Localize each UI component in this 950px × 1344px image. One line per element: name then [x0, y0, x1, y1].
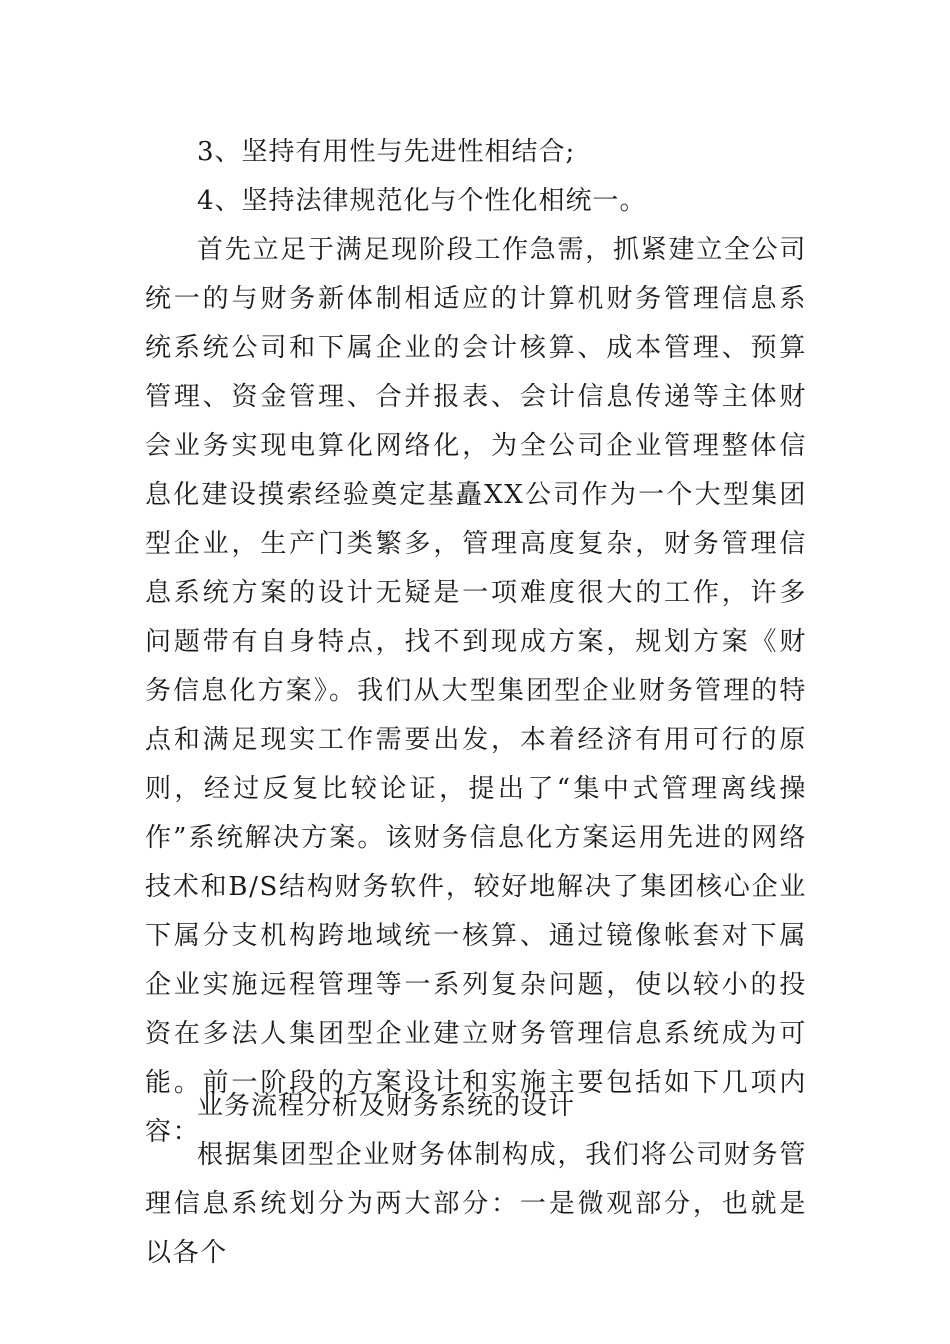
- body-text-lower: [145, 1082, 807, 1278]
- closing-paragraph: 根据集团型企业财务体制构成，我们将公司财务管理信息系统划分为两大部分：一是微观部分，也就是以各个: [145, 1140, 807, 1268]
- main-paragraph: 首先立足于满足现阶段工作急需，抓紧建立全公司统一的与财务新体制相适应的计算机财务管理信息系统系统公司和下属企业的会计核算、成本管理、预算管理、资金管理、合并报表、会计信息传递等主体财会业务实现电算化网络化，为全公司企业管理整体信息化建设摸索经验奠定基矗XX公司作为一个大型集团型企业，生产门类繁多，管理高度复杂，财务管理信息系统方案的设计无疑是一项难度很大的工作，许多问题带有自身特点，找不到现成方案，规划方案《财务信息化方案》。我们从大型集团型企业财务管理的特点和满足现实工作需要出发，本着经济有用可行的原则，经过反复比较论证，提出了“集中式管理离线操作”系统解决方案。该财务信息化方案运用先进的网络技术和B/S结构财务软件，较好地解决了集团核心企业下属分支机构跨地域统一核算、通过镜像帐套对下属企业实施远程管理等一系列复杂问题，使以较小的投资在多法人集团型企业建立财务管理信息系统成为可能。前一阶段的方案设计和实施主要包括如下几项内容：: [145, 235, 807, 1147]
- principle-4: 4、坚持法律规范化与个性化相统一。: [197, 186, 647, 216]
- section-heading: 业务流程分析及财务系统的设计: [197, 1091, 576, 1121]
- principle-3: 3、坚持有用性与先进性相结合;: [197, 137, 576, 167]
- body-text-upper: [145, 128, 807, 1157]
